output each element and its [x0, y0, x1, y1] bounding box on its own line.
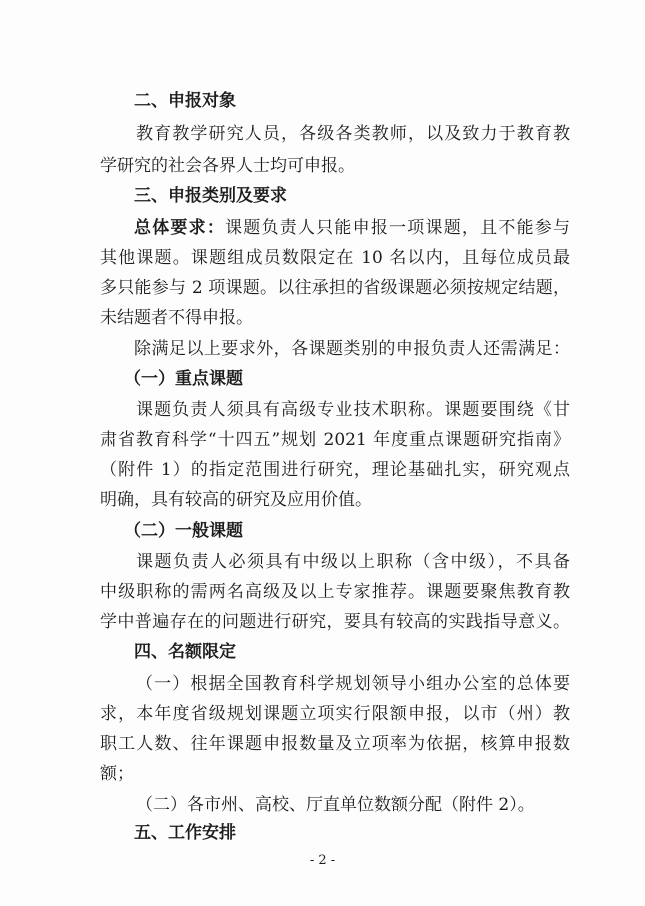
- paragraph-line: （二）各市州、高校、厅直单位数额分配（附件 2）。: [136, 795, 535, 815]
- paragraph-line: 多只能参与 2 项课题。以往承担的省级课题必须按规定结题，: [100, 278, 570, 298]
- paragraph-line: [134, 213, 570, 243]
- paragraph-line: 职工人数、往年课题申报数量及立项率为依据，核算申报数: [100, 734, 570, 754]
- paragraph-line: 肃省教育科学“十四五”规划 2021 年度重点课题研究指南》: [100, 430, 570, 450]
- paragraph-line: （一）根据全国教育科学规划领导小组办公室的总体要: [136, 674, 570, 694]
- section-heading-application-targets: 二、申报对象: [134, 91, 236, 111]
- general-requirements-text: 课题负责人只能申报一项课题，且不能参与: [225, 218, 570, 238]
- paragraph-line: 求，本年度省级规划课题立项实行限额申报，以市（州）教: [100, 704, 570, 724]
- sub-heading-key-project: （一）重点课题: [124, 369, 243, 389]
- section-heading-quota-limits: 四、名额限定: [134, 642, 236, 662]
- paragraph-line: 除满足以上要求外，各课题类别的申报负责人还需满足：: [134, 339, 570, 359]
- paragraph-line: 课题负责人必须具有中级以上职称（含中级），不具备: [136, 552, 570, 572]
- paragraph-line: 教育教学研究人员，各级各类教师，以及致力于教育教: [136, 124, 570, 144]
- page-number: - 2 -: [309, 853, 336, 868]
- paragraph-line: 中级职称的需两名高级及以上专家推荐。课题要聚焦教育教: [100, 582, 570, 602]
- paragraph-line: 学研究的社会各界人士均可申报。: [100, 156, 355, 176]
- section-heading-work-arrangement: 五、工作安排: [134, 823, 236, 843]
- paragraph-line: （附件 1）的指定范围进行研究，理论基础扎实，研究观点: [100, 460, 570, 480]
- general-requirements-label: 总体要求：: [134, 218, 226, 238]
- paragraph-line: 未结题者不得申报。: [100, 308, 253, 328]
- paragraph-line: 明确，具有较高的研究及应用价值。: [100, 490, 372, 510]
- paragraph-line: 其他课题。课题组成员数限定在 10 名以内，且每位成员最: [100, 248, 570, 268]
- paragraph-line: 额；: [100, 764, 134, 784]
- section-heading-categories-requirements: 三、申报类别及要求: [134, 186, 287, 206]
- paragraph-line: 课题负责人须具有高级专业技术职称。课题要围绕《甘: [136, 400, 570, 420]
- paragraph-line: 学中普遍存在的问题进行研究，要具有较高的实践指导意义。: [100, 612, 570, 632]
- sub-heading-general-project: （二）一般课题: [124, 521, 243, 541]
